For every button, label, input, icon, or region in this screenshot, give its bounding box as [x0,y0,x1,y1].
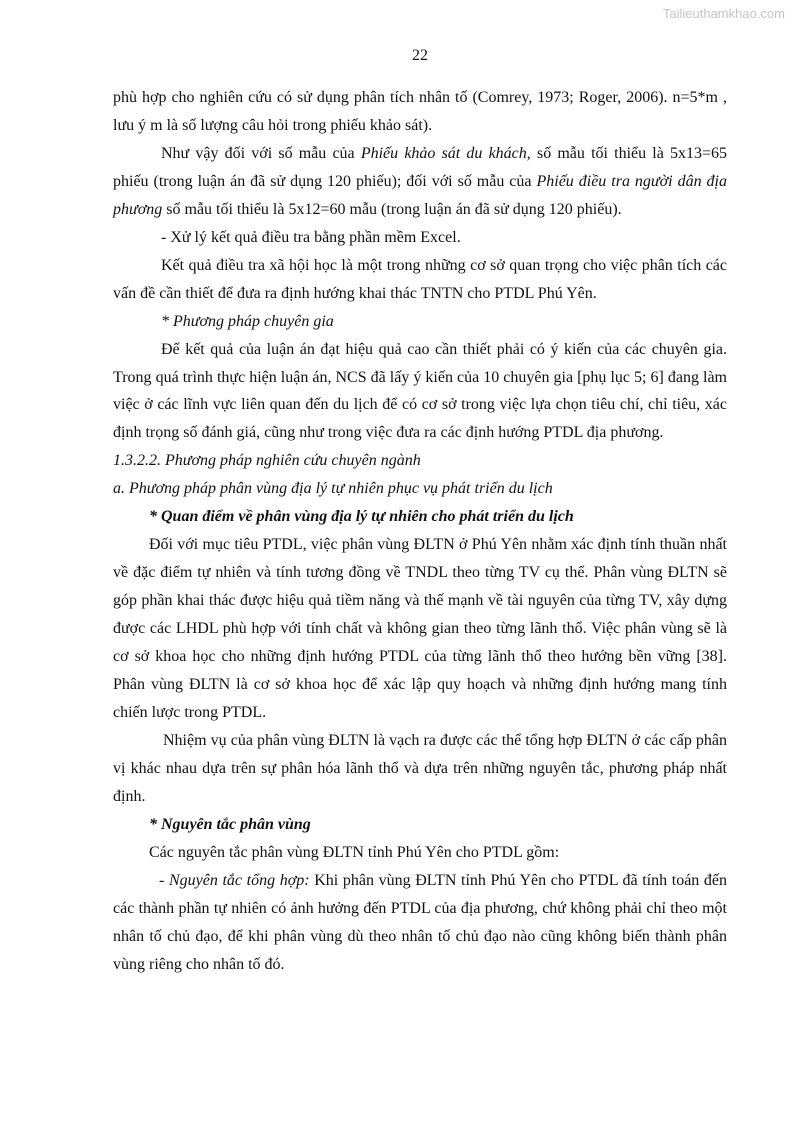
italic-text: Nguyên tắc tổng hợp: [168,871,310,889]
paragraph: Để kết quả của luận án đạt hiệu quả cao cần thiết phải có ý kiến của các chuyên gia. Trong quá trình thực hiện luận án, NCS đã lấy ý kiến của 10 chuyên gia [phụ lục 5; 6] đang làm việc ở các lĩnh vực liên quan đến du lịch để có cơ sở trong việc lựa chọn tiêu chí, chỉ tiêu, xác định trọng số đánh giá, cũng như trong việc đưa ra các định hướng PTDL địa phương. [113,340,727,442]
paragraph: - Xử lý kết quả điều tra bằng phần mềm Excel. [161,228,461,246]
text: Khi phân vùng ĐLTN tỉnh Phú Yên cho PTDL đã tính toán đến các thành phần tự nhiên có ảnh hưởng đến PTDL của địa phương, chứ không phải chỉ theo một nhân tố chủ đạo, để khi phân vùng dù theo nhân tố chủ đạo nào cũng không biến thành phân vùng riêng cho nhân tố đó. [113,871,728,973]
paragraph: Kết quả điều tra xã hội học là một trong những cơ sở quan trọng cho việc phân tích các vấn đề cần thiết để đưa ra định hướng khai thác TNTN cho PTDL Phú Yên. [113,256,727,302]
text: , số mẫu tối thiểu là 5x13=65 phiếu (trong luận án đã sử dụng 120 phiếu); đối với số mẫu của [113,144,728,190]
subsection-heading: a. Phương pháp phân vùng địa lý tự nhiên phục vụ phát triển du lịch [113,480,553,498]
watermark: Tailieuthamkhao.com [662,6,785,21]
text: Như vậy đối với số mẫu của [161,144,361,162]
page-number: 22 [412,47,428,64]
text: số mẫu tối thiểu là 5x12=60 mẫu (trong luận án đã sử dụng 120 phiếu). [162,200,622,218]
italic-text: Phiếu điều tra người dân địa phương [113,172,727,218]
italic-text: Phiếu khảo sát du khách [360,144,527,162]
subheading: * Quan điểm về phân vùng địa lý tự nhiên cho phát triển du lịch [149,508,574,526]
subheading: * Nguyên tắc phân vùng [149,815,311,833]
subheading: * Phương pháp chuyên gia [161,312,334,330]
document-body [113,84,727,979]
text: - [159,871,169,889]
paragraph [113,140,727,224]
paragraph: phù hợp cho nghiên cứu có sử dụng phân tích nhân tố (Comrey, 1973; Roger, 2006). n=5*m , lưu ý m là số lượng câu hỏi trong phiếu khảo sát). [113,89,727,134]
paragraph: Đối với mục tiêu PTDL, việc phân vùng ĐLTN ở Phú Yên nhằm xác định tính thuần nhất về đặc điểm tự nhiên và tính tương đồng về TNDL theo từng TV cụ thể. Phân vùng ĐLTN sẽ góp phần khai thác được hiệu quả tiềm năng và thế mạnh về tài nguyên của từng TV, xây dựng được các LHDL phù hợp với tính chất và không gian theo từng lãnh thổ. Việc phân vùng sẽ là cơ sở khoa học cho những định hướng PTDL của từng lãnh thổ theo hướng bền vững [38]. Phân vùng ĐLTN là cơ sở khoa học để xác lập quy hoạch và những định hướng mang tính chiến lược trong PTDL. [113,536,727,721]
section-heading: 1.3.2.2. Phương pháp nghiên cứu chuyên ngành [113,452,421,470]
paragraph: Các nguyên tắc phân vùng ĐLTN tỉnh Phú Yên cho PTDL gồm: [149,843,560,861]
paragraph [113,867,727,979]
paragraph: Nhiệm vụ của phân vùng ĐLTN là vạch ra được các thể tổng hợp ĐLTN ở các cấp phân vị khác nhau dựa trên sự phân hóa lãnh thổ và dựa trên những nguyên tắc, phương pháp nhất định. [113,731,727,805]
